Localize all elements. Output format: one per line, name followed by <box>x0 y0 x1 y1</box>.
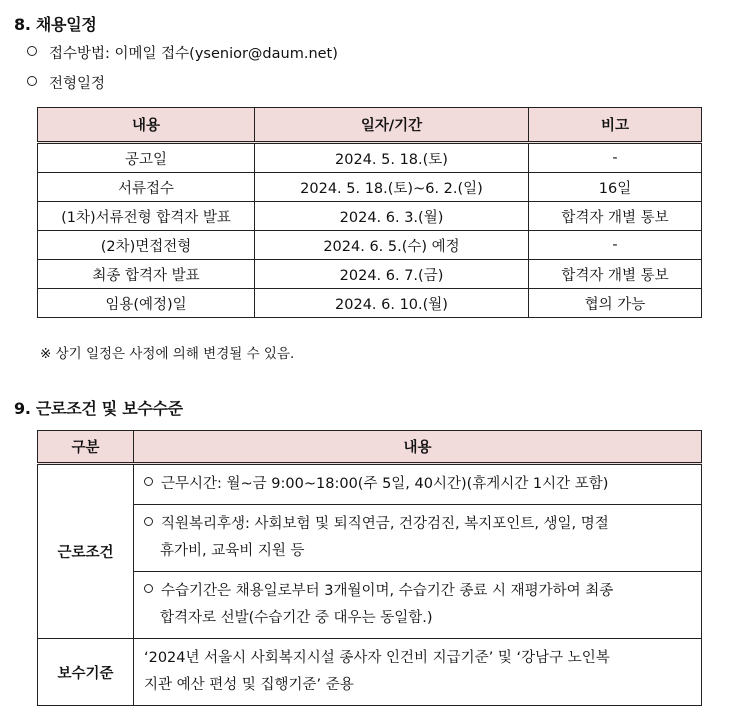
apply-method-line <box>27 42 338 63</box>
work-header-category: 구분 <box>38 431 134 464</box>
schedule-note: ※ 상기 일정은 사정에 의해 변경될 수 있음. <box>40 346 295 362</box>
table-row <box>38 143 702 173</box>
condition-probation-line2: 합격자로 선발(수습기간 중 대우는 동일함.) <box>160 610 433 626</box>
schedule-cell: 최종 합격자 발표 <box>38 260 255 289</box>
table-row <box>38 464 702 505</box>
circle-bullet-icon <box>27 76 37 86</box>
schedule-cell: 공고일 <box>38 143 255 173</box>
work-conditions-table <box>37 430 702 706</box>
schedule-header-content: 내용 <box>38 108 255 143</box>
pay-standard-line2: 지관 예산 편성 및 집행기준’ 준용 <box>144 677 354 693</box>
section-8-title: 8. 채용일정 <box>14 15 97 34</box>
schedule-cell: 2024. 6. 7.(금) <box>255 260 529 289</box>
schedule-cell: 서류접수 <box>38 173 255 202</box>
pay-standard-line1: ‘2024년 서울시 사회복지시설 종사자 인건비 지급기준’ 및 ‘강남구 노인복 <box>144 650 610 666</box>
schedule-cell: 2024. 6. 3.(월) <box>255 202 529 231</box>
schedule-table <box>37 107 702 318</box>
schedule-header-remark: 비고 <box>529 108 702 143</box>
schedule-cell: 16일 <box>529 173 702 202</box>
schedule-cell: 2024. 6. 10.(월) <box>255 289 529 318</box>
table-row <box>38 231 702 260</box>
condition-benefits <box>134 505 702 572</box>
work-header-content: 내용 <box>134 431 702 464</box>
condition-benefits-line1: 직원복리후생: 사회보험 및 퇴직연금, 건강검진, 복지포인트, 생일, 명절 <box>161 516 609 532</box>
circle-bullet-icon <box>144 477 153 486</box>
schedule-cell: 2024. 5. 18.(토) <box>255 143 529 173</box>
schedule-cell: 합격자 개별 통보 <box>529 260 702 289</box>
condition-probation-line1: 수습기간은 채용일로부터 3개월이며, 수습기간 종료 시 재평가하여 최종 <box>161 583 614 599</box>
schedule-cell: 2024. 6. 5.(수) 예정 <box>255 231 529 260</box>
schedule-cell: - <box>529 231 702 260</box>
schedule-cell: 합격자 개별 통보 <box>529 202 702 231</box>
circle-bullet-icon <box>144 517 153 526</box>
table-row <box>38 289 702 318</box>
schedule-cell: 임용(예정)일 <box>38 289 255 318</box>
circle-bullet-icon <box>27 46 37 56</box>
pay-standard <box>134 639 702 706</box>
condition-hours <box>134 464 702 505</box>
schedule-cell: (2차)면접전형 <box>38 231 255 260</box>
schedule-label-line <box>27 72 105 93</box>
category-cell-pay-standard: 보수기준 <box>38 639 134 706</box>
category-cell-work-conditions: 근로조건 <box>38 464 134 639</box>
table-row <box>38 260 702 289</box>
schedule-header-date: 일자/기간 <box>255 108 529 143</box>
section-9-title: 9. 근로조건 및 보수수준 <box>14 399 183 418</box>
condition-benefits-line2: 휴가비, 교육비 지원 등 <box>160 543 305 559</box>
schedule-label-text: 전형일정 <box>49 76 106 92</box>
table-row <box>38 173 702 202</box>
table-row <box>38 572 702 639</box>
condition-hours-text: 근무시간: 월~금 9:00~18:00(주 5일, 40시간)(휴게시간 1시간 포함) <box>161 476 609 492</box>
work-header-row <box>38 431 702 464</box>
apply-method-text: 접수방법: 이메일 접수(ysenior@daum.net) <box>49 46 338 62</box>
condition-probation <box>134 572 702 639</box>
table-row <box>38 505 702 572</box>
table-row <box>38 202 702 231</box>
circle-bullet-icon <box>144 584 153 593</box>
schedule-cell: (1차)서류전형 합격자 발표 <box>38 202 255 231</box>
schedule-cell: - <box>529 143 702 173</box>
table-row <box>38 639 702 706</box>
schedule-cell: 협의 가능 <box>529 289 702 318</box>
schedule-header-row <box>38 108 702 143</box>
schedule-cell: 2024. 5. 18.(토)~6. 2.(일) <box>255 173 529 202</box>
